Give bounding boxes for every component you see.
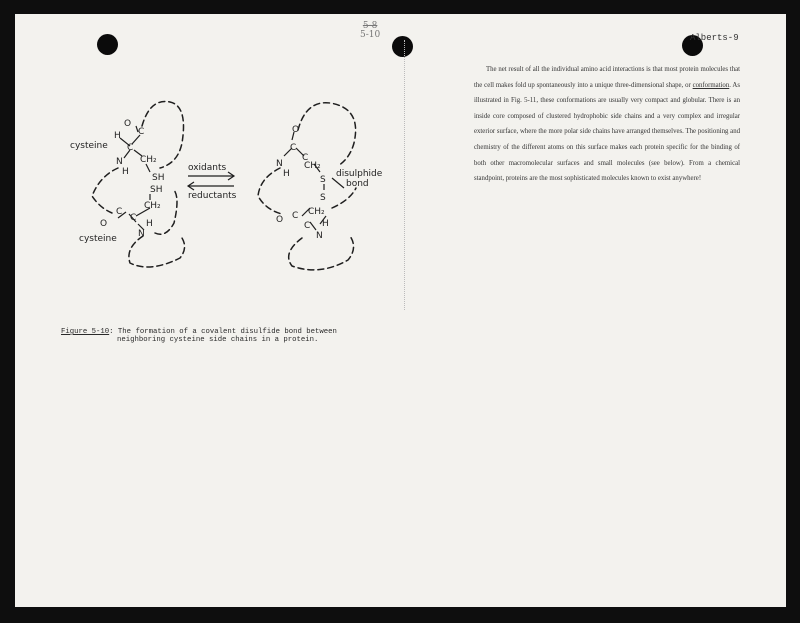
atom-n-top-right: N [276, 159, 283, 169]
atom-o-top: O [124, 119, 132, 129]
label-cysteine-bottom: cysteine [79, 234, 117, 244]
atom-n-bottom-right: N [316, 231, 323, 241]
figure-label: Figure 5-10 [61, 328, 110, 336]
atom-ch2-top-right: CH₂ [304, 161, 321, 171]
atom-c-carbonyl-bottom-right: C [292, 211, 299, 221]
atom-ch2-bottom: CH₂ [144, 201, 161, 211]
term-conformation: conformation [692, 81, 730, 89]
body-text-end: . As illustrated in Fig. 5-11, these conformations are usually very compact and globular. There is an inside core composed of clustered hydrophobic side chains and a very complex and irregular exterior surface, where the more polar side chains have arranged themselves. The positioning and chemistry of the different atoms on this surface makes each protein specific for the binding of both other macromolecular surfaces and small molecules (see below). From a chemical standpoint, proteins are the most sophisticated molecules known to exist anywhere! [474, 81, 740, 183]
atom-o-bottom: O [100, 219, 108, 229]
atom-c-carbonyl-top-right: C [290, 143, 297, 153]
page-number: Alberts-9 [690, 33, 739, 43]
atom-h-top-right: H [283, 169, 290, 179]
atom-ch2-bottom-right: CH₂ [308, 207, 325, 217]
body-text-start: The net result of all the individual amino acid interactions is that most protein molecules that the cell makes fold up spontaneously into a unique three-dimensional shape, or [474, 66, 740, 89]
label-disulphide: disulphide [336, 169, 383, 179]
atom-sh-top: SH [152, 173, 165, 183]
handwritten-mark: 5-8 5-10 [360, 21, 381, 40]
atom-c-carbonyl-bottom: C [116, 207, 123, 217]
atom-n-top: N [116, 157, 123, 167]
label-bond: bond [346, 179, 369, 189]
atom-n-bottom: N [138, 229, 145, 239]
atom-c-alpha-top-right: C [302, 153, 309, 163]
figure-caption [61, 328, 361, 345]
atom-ch2-top: CH₂ [140, 155, 157, 165]
atom-o-top-right: O [292, 125, 300, 135]
atom-o-bottom-right: O [276, 215, 284, 225]
atom-c-alpha-bottom: C [130, 213, 137, 223]
label-reductants: reductants [188, 191, 237, 201]
label-oxidants: oxidants [188, 163, 227, 173]
label-cysteine-top: cysteine [70, 141, 108, 151]
atom-s1: S [320, 175, 326, 185]
body-paragraph [474, 62, 740, 187]
disulfide-bond-diagram [70, 88, 410, 278]
atom-s2: S [320, 193, 326, 203]
atom-sh-bottom: SH [150, 185, 163, 195]
caption-line-1: : The formation of a covalent disulfide bond between [109, 328, 337, 336]
caption-line-2: neighboring cysteine side chains in a protein. [117, 336, 319, 345]
atom-h-top: H [114, 131, 121, 141]
atom-hn-top: H [122, 167, 129, 177]
atom-c-alpha-top: C [127, 143, 134, 153]
atom-h-bottom: H [146, 219, 153, 229]
atom-c-alpha-bottom-right: C [304, 221, 311, 231]
punch-hole-middle [392, 36, 413, 57]
punch-hole-left [97, 34, 118, 55]
atom-h-bottom-right: H [322, 219, 329, 229]
atom-c-carbonyl-top: C [138, 127, 145, 137]
